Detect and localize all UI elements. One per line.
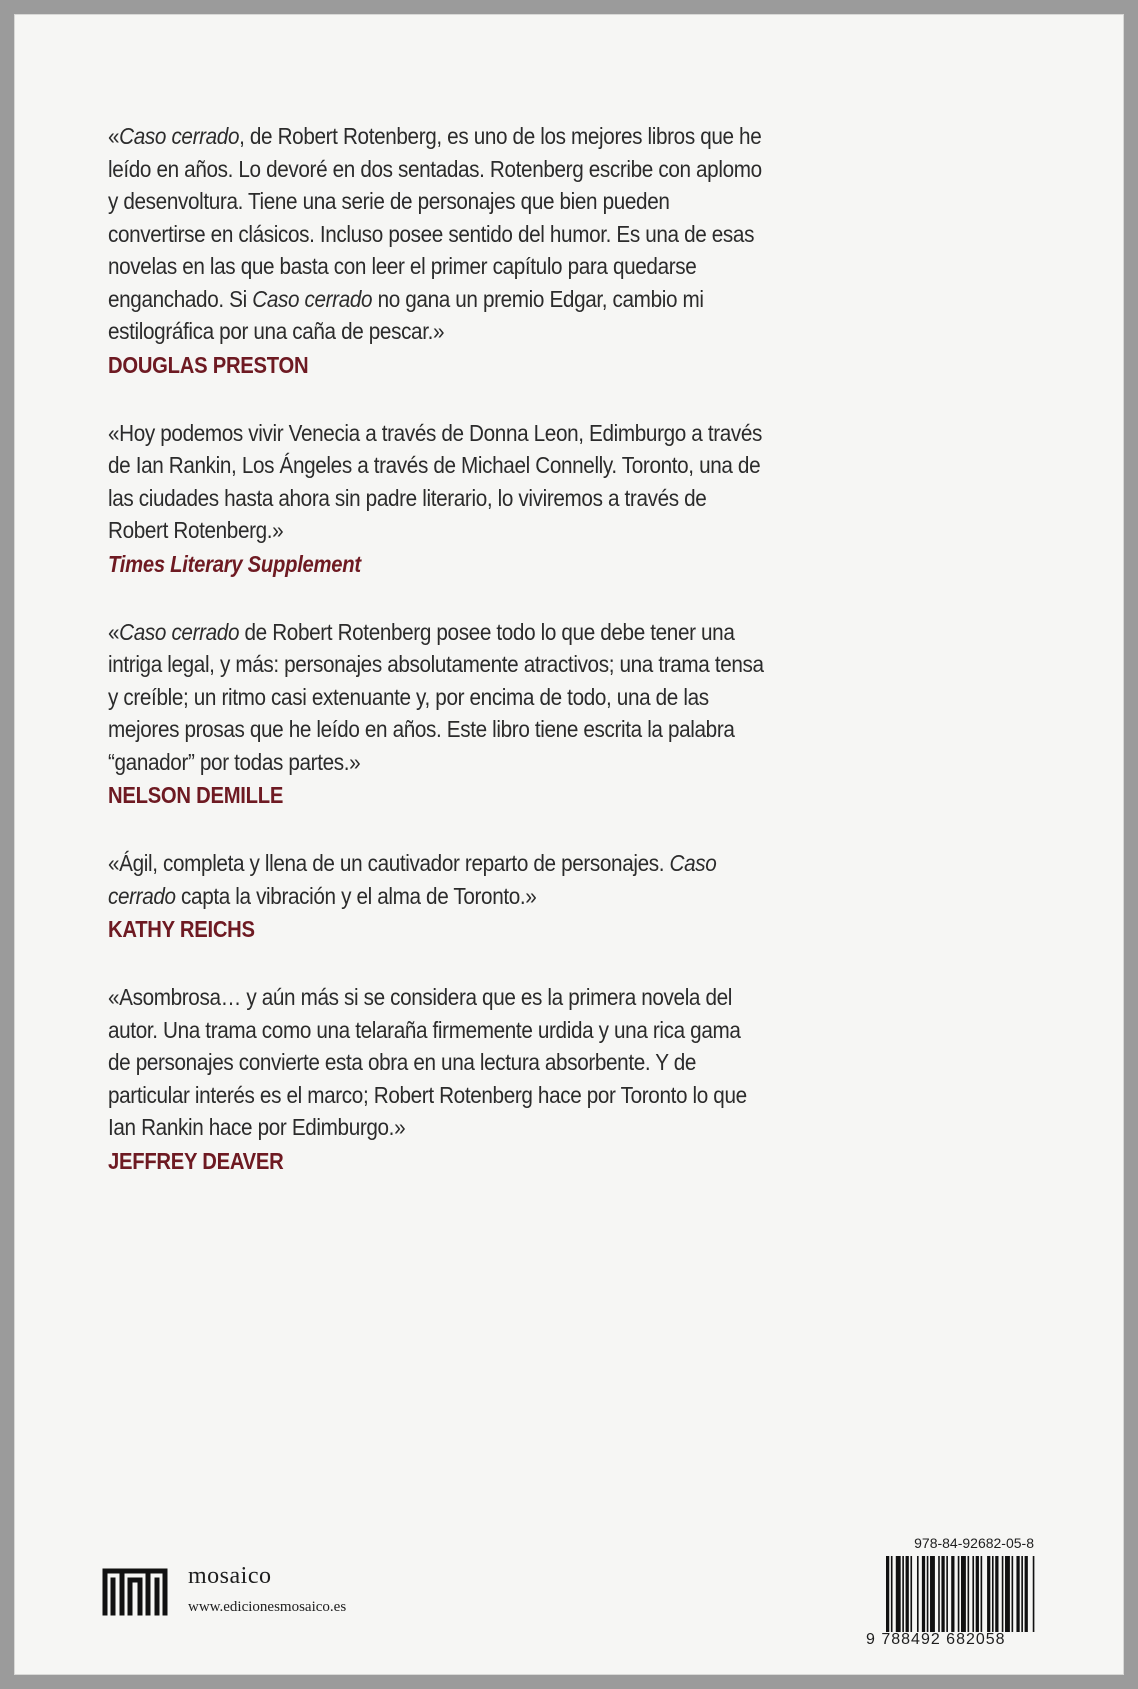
barcode-bar (1016, 1556, 1019, 1632)
review-block (108, 120, 768, 379)
quote-text-segment: « (108, 123, 120, 149)
barcode-icon (886, 1556, 1036, 1632)
barcode-bar (972, 1556, 974, 1632)
review-quote (108, 120, 768, 348)
book-title-italic: Caso cerrado (108, 850, 717, 909)
barcode-bar (886, 1556, 889, 1632)
isbn-label: 978-84-92682-05-8 (914, 1535, 1034, 1551)
barcode-bar (992, 1556, 994, 1632)
barcode-bar (946, 1556, 948, 1632)
barcode-bar (906, 1556, 909, 1632)
barcode-bar (917, 1556, 919, 1632)
barcode-bar (968, 1556, 970, 1632)
barcode-bar (1033, 1556, 1035, 1632)
back-cover (14, 14, 1124, 1675)
barcode-bar (1005, 1556, 1010, 1632)
barcode-bar (891, 1556, 893, 1632)
barcode-bar (1025, 1556, 1028, 1632)
review-author: DOUGLAS PRESTON (108, 351, 309, 378)
review-block (108, 616, 768, 810)
barcode-bar (1012, 1556, 1014, 1632)
book-title-italic: Caso cerrado (252, 285, 373, 312)
barcode-bar (927, 1556, 929, 1632)
quote-text-segment: «Ágil, completa y llena de un cautivador reparto de personajes. (108, 850, 670, 876)
quote-text-segment: « (108, 618, 120, 645)
publisher-name: mosaico (188, 1563, 272, 1589)
barcode-bar (902, 1556, 904, 1632)
quote-text-segment: «Asombrosa… y aún más si se considera que es la primera novela del autor. Una trama como una telaraña firmemente urdida y una rica gama de personajes convierte esta obra en una lectura absorbente. Y de particular interés es el marco; Robert Rotenberg hace por Toronto lo que Ian Rankin hace por Edimburgo.» (108, 984, 747, 1140)
quote-text-segment: de Robert Rotenberg posee todo lo que debe tener una intriga legal, y más: personajes absolutamente atractivos; una trama tensa y creíble; un ritmo casi extenuante y, por encima de todo, una de las mejores prosas que he leído en años. Este libro tiene escrita la palabra “ganador” por todas partes.» (108, 618, 764, 775)
quote-text-segment: , de Robert Rotenberg, es uno de los mejores libros que he leído en años. Lo devoré en dos sentadas. Rotenberg escribe con aplomo y desenvoltura. Tiene una serie de personajes que bien pueden convertirse en clásicos. Incluso posee sentido del humor. Es una de esas novelas en las que basta con leer el primer capítulo para quedarse enganchado. Si (108, 123, 762, 312)
review-block (108, 417, 768, 578)
barcode-bar (938, 1556, 940, 1632)
review-author: Times Literary Supplement (108, 550, 361, 577)
barcode-bar (995, 1556, 998, 1632)
quote-text-segment: «Hoy podemos vivir Venecia a través de Donna Leon, Edimburgo a través de Ian Rankin, Los Ángeles a través de Michael Connelly. Toronto, una de las ciudades hasta ahora sin padre literario, lo viviremos a través de Robert Rotenberg.» (108, 419, 763, 543)
barcode-bar (987, 1556, 990, 1632)
publisher-url: www.edicionesmosaico.es (188, 1599, 347, 1615)
review-author: NELSON DEMILLE (108, 782, 284, 808)
barcode-bar (951, 1556, 954, 1632)
book-title-italic: Caso cerrado (119, 123, 240, 149)
mosaico-meander-logo-icon (102, 1568, 168, 1616)
review-author: KATHY REICHS (108, 916, 255, 942)
barcode-digits: 9 788492 682058 (866, 1631, 1006, 1648)
review-quotes (108, 120, 768, 1175)
review-block (108, 981, 768, 1175)
barcode-bar (981, 1556, 983, 1632)
review-quote (108, 616, 768, 779)
barcode-bar (1002, 1556, 1004, 1632)
barcode-bar (922, 1556, 925, 1632)
barcode-bar (961, 1556, 966, 1632)
barcode-bar (1021, 1556, 1023, 1632)
quote-text-segment: capta la vibración y el alma de Toronto.» (175, 882, 537, 909)
review-quote (108, 847, 768, 912)
review-quote (108, 417, 768, 547)
barcode-bar (976, 1556, 979, 1632)
barcode-bar (941, 1556, 944, 1632)
barcode-bar (910, 1556, 912, 1632)
book-title-italic: Caso cerrado (119, 618, 240, 645)
review-block (108, 847, 768, 943)
barcode-bar (958, 1556, 960, 1632)
quote-text-segment: no gana un premio Edgar, cambio mi estilográfica por una caña de pescar.» (108, 285, 704, 344)
review-quote (108, 981, 768, 1144)
barcode-bar (930, 1556, 935, 1632)
barcode-bar (896, 1556, 901, 1632)
review-author: JEFFREY DEAVER (108, 1147, 284, 1174)
